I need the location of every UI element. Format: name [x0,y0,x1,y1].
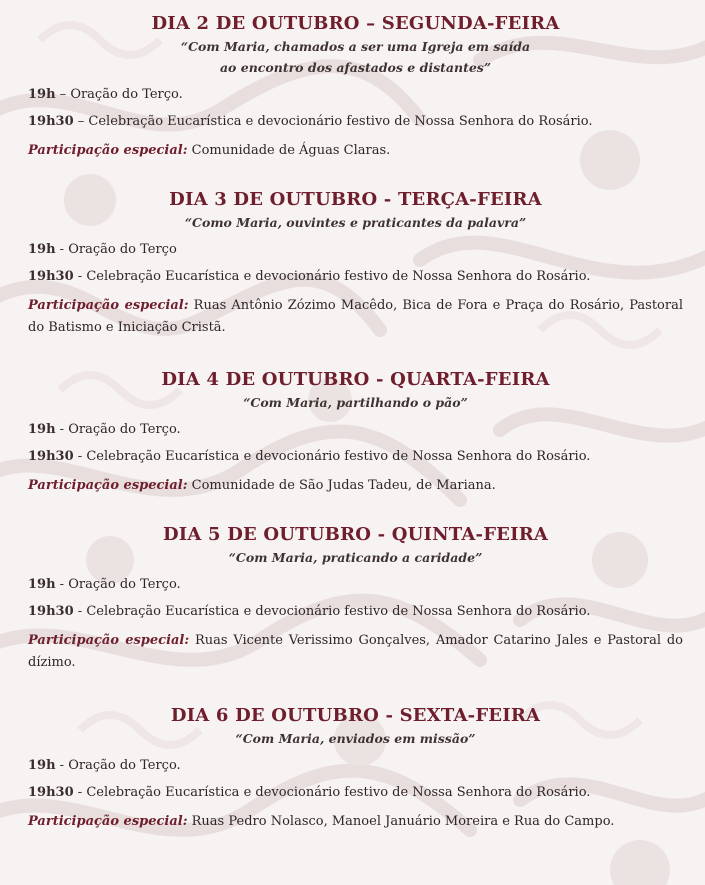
schedule-time: 19h30 [28,114,74,129]
schedule-item [28,268,683,286]
schedule-separator: - [55,758,69,773]
schedule-item [28,86,683,104]
day-section [28,368,683,497]
schedule-text: Oração do Terço. [68,422,181,437]
schedule-separator: - [55,577,69,592]
special-participation-text: Ruas Vicente Verissimo Gonçalves, Amador Catarino Jales e Pastoral do dízimo. [28,633,683,670]
schedule-text: Celebração Eucarística e devocionário festivo de Nossa Senhora do Rosário. [88,114,593,129]
special-participation-label: Participação especial: [28,298,189,313]
day-theme: “Com Maria, chamados a ser uma Igreja em saída [180,39,531,54]
schedule-separator: – [73,114,89,129]
day-section [28,188,683,339]
day-heading: DIA 6 DE OUTUBRO - SEXTA-FEIRA [170,705,541,726]
schedule-item [28,241,683,259]
schedule-text: Celebração Eucarística e devocionário festivo de Nossa Senhora do Rosário. [86,604,591,619]
schedule-text: Oração do Terço. [68,577,181,592]
schedule-separator: - [55,422,69,437]
schedule-item [28,603,683,621]
day-heading: DIA 3 DE OUTUBRO - TERÇA-FEIRA [169,189,542,210]
schedule-separator: - [73,604,87,619]
schedule-item [28,113,683,131]
day-heading: DIA 5 DE OUTUBRO - QUINTA-FEIRA [162,524,549,545]
schedule-time: 19h30 [28,604,74,619]
special-participation-text: Ruas Pedro Nolasco, Manoel Januário Moreira e Rua do Campo. [187,814,615,829]
schedule-item [28,576,683,594]
schedule-text: Oração do Terço. [70,87,183,102]
schedule-separator: – [55,87,71,102]
schedule-item [28,448,683,466]
special-participation-label: Participação especial: [28,478,188,493]
day-section [28,704,683,833]
schedule-text: Celebração Eucarística e devocionário festivo de Nossa Senhora do Rosário. [86,269,591,284]
schedule-time: 19h [28,422,56,437]
day-theme: “Com Maria, praticando a caridade” [228,550,483,565]
special-participation-label: Participação especial: [28,633,190,648]
schedule-text: Celebração Eucarística e devocionário festivo de Nossa Senhora do Rosário. [86,785,591,800]
special-participation-text: Comunidade de São Judas Tadeu, de Mariana. [187,478,496,493]
day-section [28,523,683,674]
special-participation-text: Comunidade de Águas Claras. [187,143,391,158]
schedule-separator: - [73,269,87,284]
schedule-separator: - [55,242,69,257]
day-theme: “Como Maria, ouvintes e praticantes da palavra” [184,215,527,230]
schedule-time: 19h30 [28,785,74,800]
schedule-item [28,784,683,802]
schedule-time: 19h30 [28,269,74,284]
special-participation-label: Participação especial: [28,143,188,158]
schedule-time: 19h [28,87,56,102]
schedule-item [28,421,683,439]
schedule-text: Oração do Terço. [68,758,181,773]
day-theme: “Com Maria, partilhando o pão” [243,395,468,410]
day-heading: DIA 2 DE OUTUBRO – SEGUNDA-FEIRA [151,13,560,34]
schedule-time: 19h [28,758,56,773]
special-participation-label: Participação especial: [28,814,188,829]
day-heading: DIA 4 DE OUTUBRO - QUARTA-FEIRA [161,369,550,390]
schedule-text: Celebração Eucarística e devocionário festivo de Nossa Senhora do Rosário. [86,449,591,464]
schedule-time: 19h30 [28,449,74,464]
special-participation [28,295,683,339]
special-participation [28,811,683,833]
schedule-time: 19h [28,242,56,257]
day-theme: ao encontro dos afastados e distantes” [219,60,492,75]
schedule-separator: - [73,785,87,800]
day-section [28,12,683,162]
special-participation [28,140,683,162]
schedule-separator: - [73,449,87,464]
schedule-time: 19h [28,577,56,592]
day-theme: “Com Maria, enviados em missão” [235,731,476,746]
special-participation-text: Ruas Antônio Zózimo Macêdo, Bica de Fora e Praça do Rosário, Pastoral do Batismo e Iniciação Cristã. [28,298,683,335]
special-participation [28,475,683,497]
special-participation [28,630,683,674]
schedule-text: Oração do Terço [68,242,177,257]
schedule-item [28,757,683,775]
